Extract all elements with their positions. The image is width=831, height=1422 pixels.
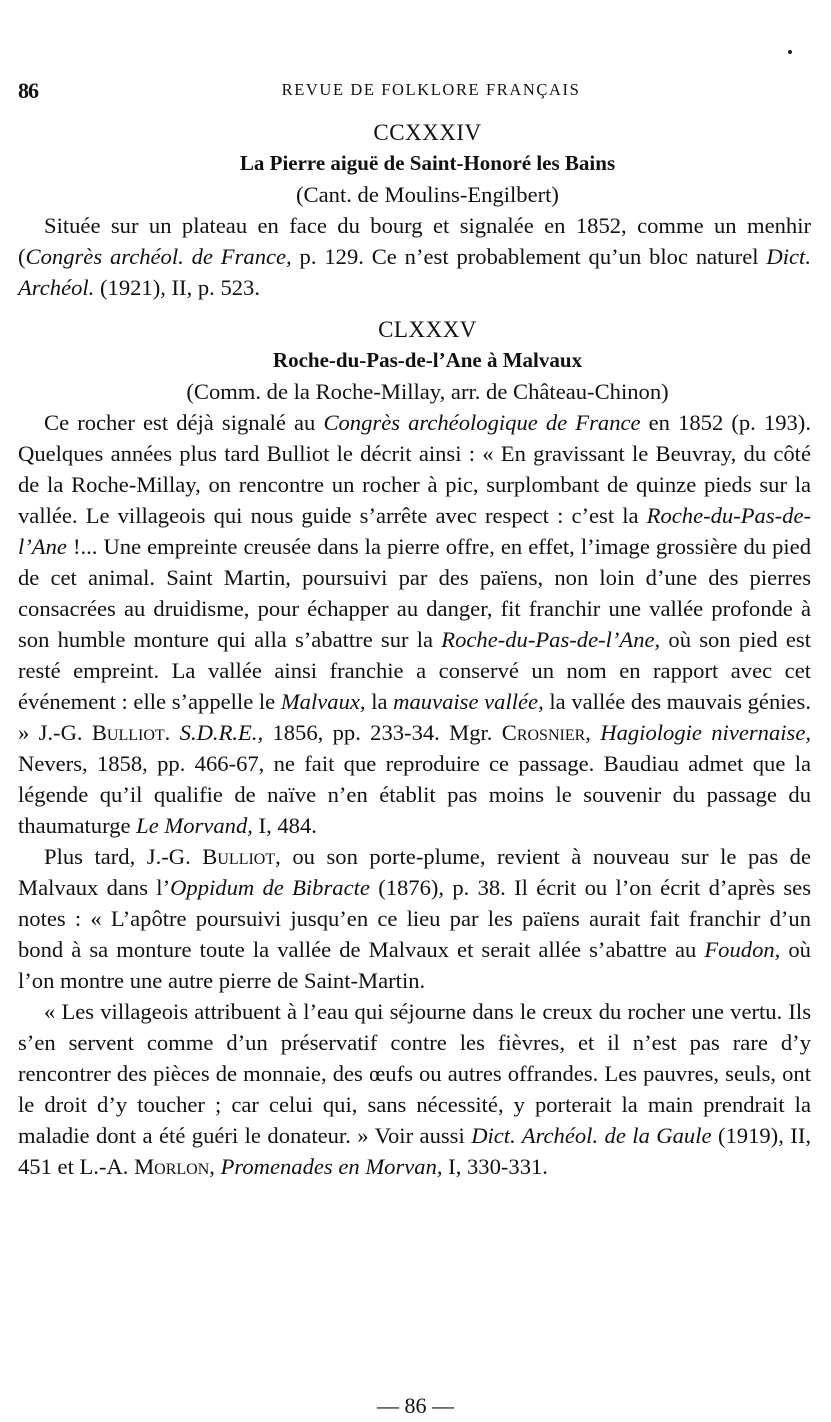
page-body [18,117,811,1182]
section-title: La Pierre aiguë de Saint-Honoré les Bains [239,151,616,175]
section-number: CCXXXIV [373,120,482,145]
section-subtitle: (Cant. de Moulins-Engilbert) [296,182,559,207]
speck-mark [788,50,792,54]
paragraph: « Les villageois attribuent à l’eau qui séjourne dans le creux du rocher une vertu. Ils s’en servent comme d’un préservatif contre les fièvres, et il n’est pas rare d’y rencontrer des pièces de monnaie, des œufs ou autres offrandes. Les pauvres, seuls, ont le droit d’y toucher ; car celui qui, sans nécessité, y porterait la main prendrait la maladie dont a été guéri le donateur. » Voir aussi Dict. Archéol. de la Gaule (1919), II, 451 et L.-A. Morlon, Promenades en Morvan, I, 330-331. [18,999,811,1179]
running-title: REVUE DE FOLKLORE FRANÇAIS [281,80,581,99]
section-title: Roche-du-Pas-de-l’Ane à Malvaux [272,348,583,372]
paragraph: Plus tard, J.-G. Bulliot, ou son porte-plume, revient à nouveau sur le pas de Malvaux dans l’Oppidum de Bibracte (1876), p. 38. Il écrit ou l’on écrit d’après ses notes : « L’apôtre poursuivi jusqu’en ce lieu par les païens aurait fait franchir d’un bond à sa monture toute la vallée de Malvaux et serait allée s’abattre au Foudon, où l’on montre une autre pierre de Saint-Martin. [18,844,811,993]
paragraph: Ce rocher est déjà signalé au Congrès archéologique de France en 1852 (p. 193). Quelques années plus tard Bulliot le décrit ainsi : « En gravissant le Beuvray, du côté de la Roche-Millay, on rencontre un rocher à pic, surplombant de quinze pieds sur la vallée. Le villageois qui nous guide s’arrête avec respect : c’est la Roche-du-Pas-de-l’Ane !... Une empreinte creusée dans la pierre offre, en effet, l’image grossière du pied de cet animal. Saint Martin, poursuivi par des païens, non loin d’une des pierres consacrées au druidisme, pour échapper au danger, fit franchir une vallée profonde à son humble monture qui alla s’abattre sur la Roche-du-Pas-de-l’Ane, où son pied est resté empreint. La vallée ainsi franchie a conservé un nom en rapport avec cet événement : elle s’appelle le Malvaux, la mauvaise vallée, la vallée des mauvais génies. » J.-G. Bulliot. S.D.R.E., 1856, pp. 233-34. Mgr. Crosnier, Hagiologie nivernaise, Nevers, 1858, pp. 466-67, ne fait que reproduire ce passage. Baudiau admet que la légende qu’il qualifie de naïve n’en établit pas moins le souvenir du passage du thaumaturge Le Morvand, I, 484. [18,410,812,838]
section-number: CLXXXV [378,317,477,342]
page-number-mark: 86 [18,78,38,103]
page-folio: — 86 — [377,1393,454,1418]
paragraph: Située sur un plateau en face du bourg et signalée en 1852, comme un menhir (Congrès archéol. de France, p. 129. Ce n’est probablement qu’un bloc naturel Dict. Archéol. (1921), II, p. 523. [18,213,811,300]
section-subtitle: (Comm. de la Roche-Millay, arr. de Château-Chinon) [186,379,669,404]
page-header [18,76,818,106]
